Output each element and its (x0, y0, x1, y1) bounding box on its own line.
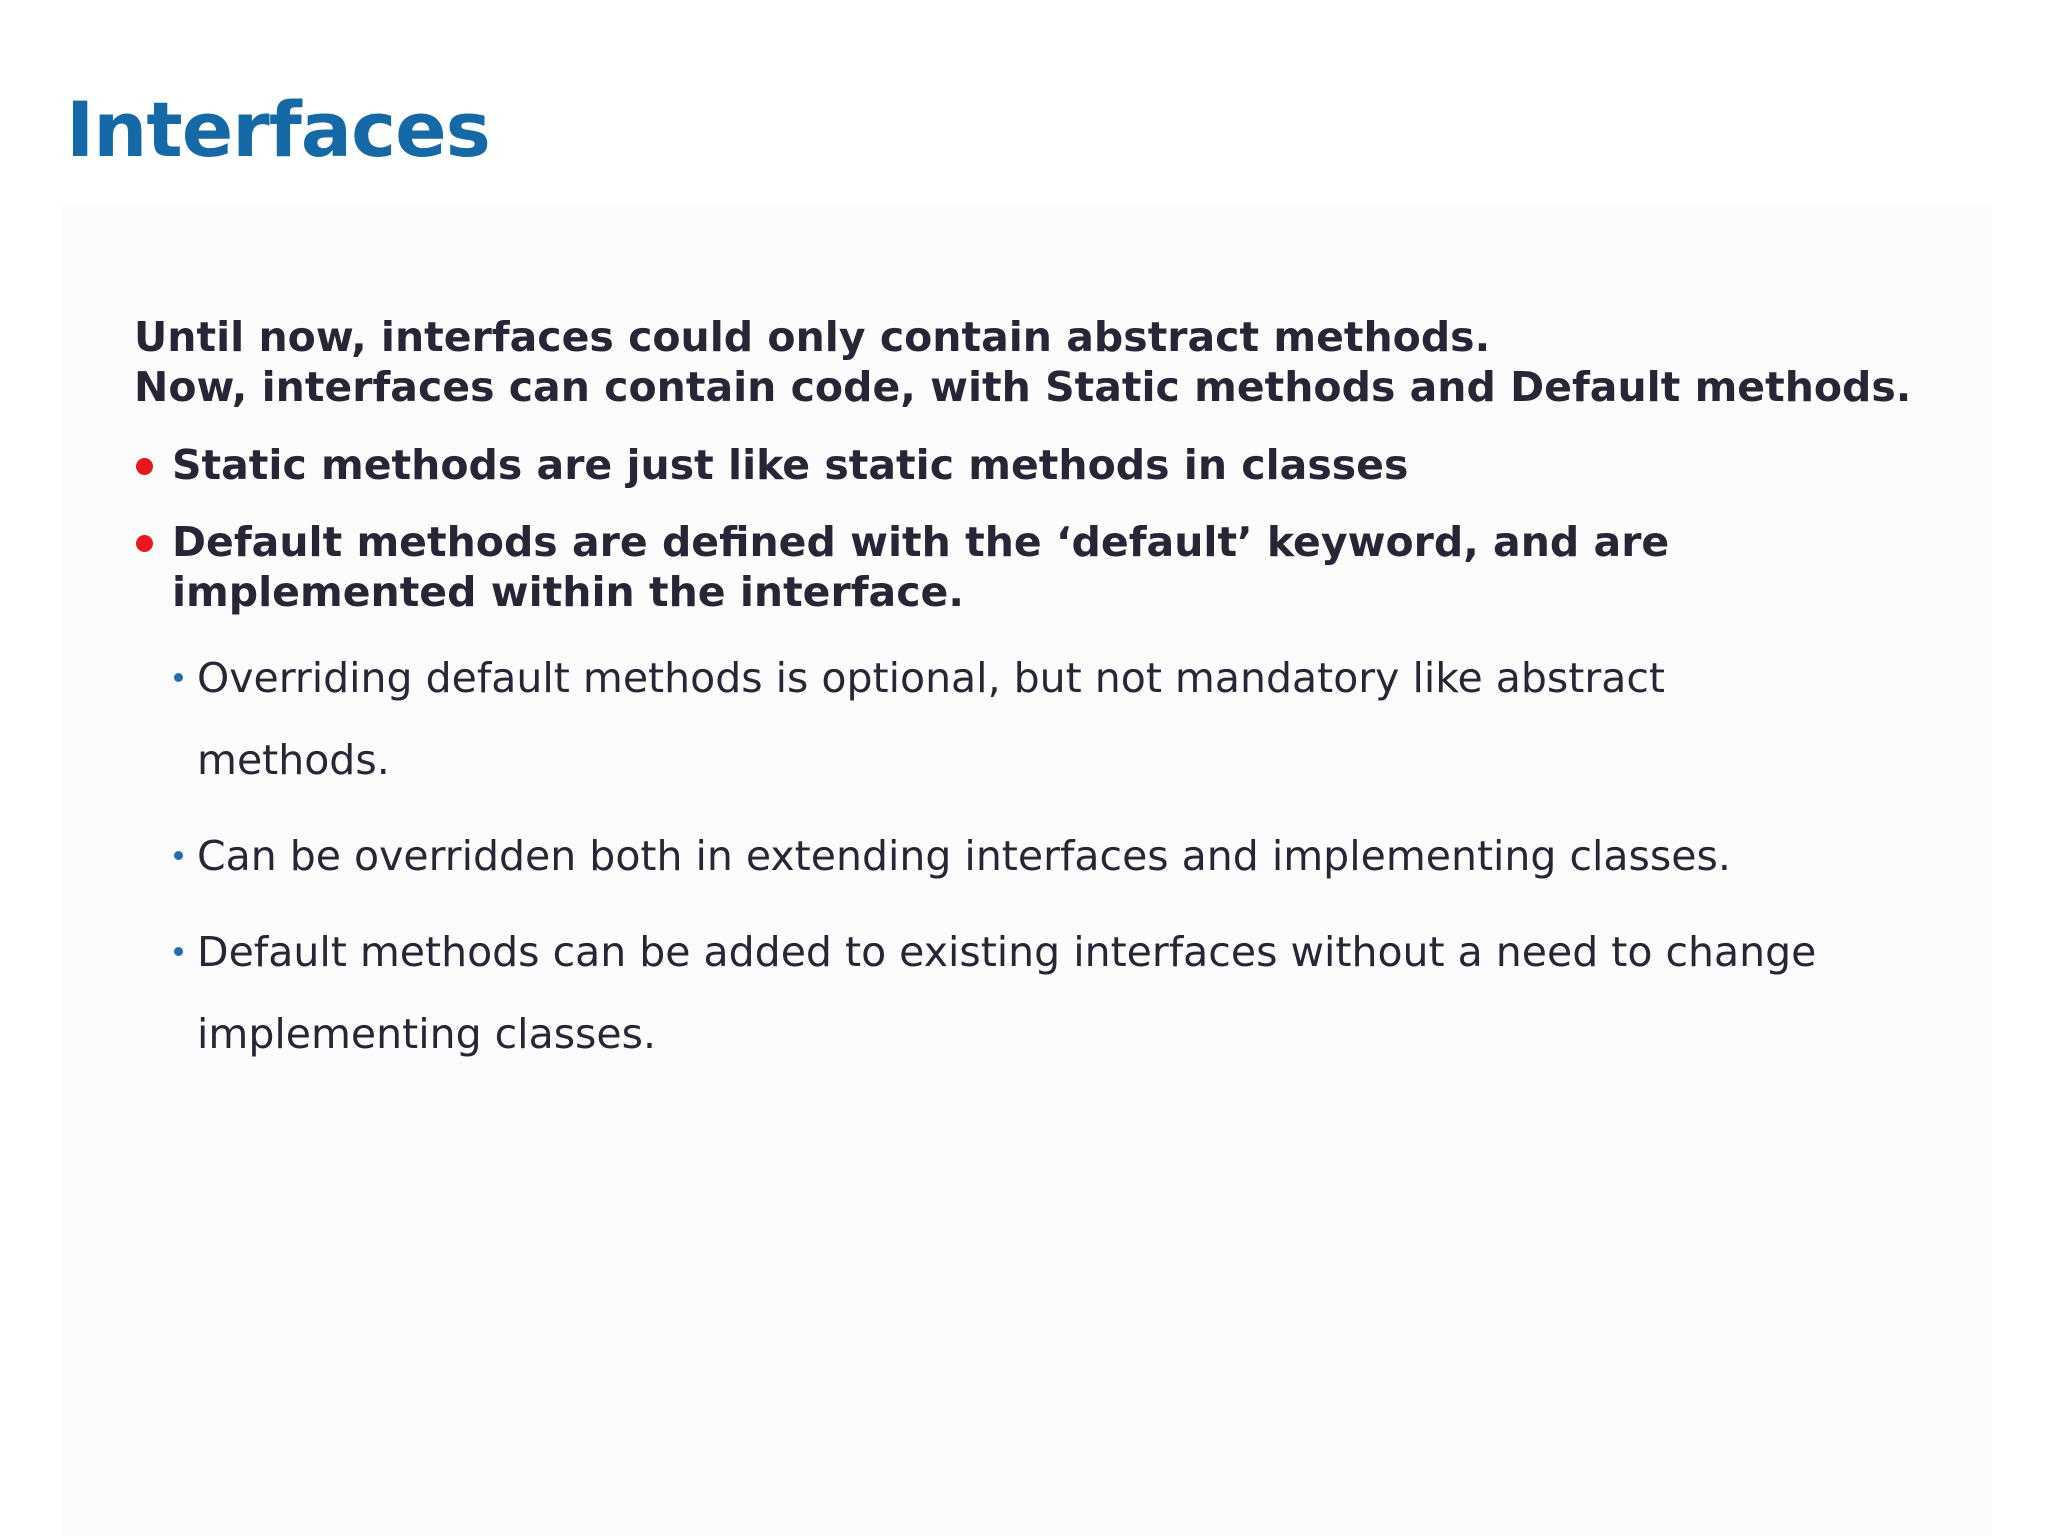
slide-body (134, 312, 1912, 1075)
sub-bullet-text: Can be overridden both in extending interfaces and implementing classes. (197, 832, 1731, 880)
bullet-dot-icon (136, 458, 153, 475)
bullet-text: Default methods are defined with the ‘default’ keyword, and are implemented within the interface. (172, 518, 1670, 616)
bullet-dot-icon (136, 535, 153, 552)
sub-bullet-dot-icon (174, 851, 183, 860)
intro-line: Until now, interfaces could only contain abstract methods. (134, 313, 1491, 361)
sub-bullet-item (134, 911, 1817, 1075)
sub-bullet-text: Overriding default methods is optional, but not mandatory like abstract methods. (197, 654, 1665, 784)
bullet-item (134, 440, 1834, 490)
sub-bullet-item (134, 815, 1817, 897)
bullet-item (134, 517, 1834, 617)
sub-bullet-text: Default methods can be added to existing interfaces without a need to change implementing classes. (197, 928, 1817, 1058)
intro-text (134, 312, 1912, 412)
slide-title: Interfaces (66, 85, 490, 174)
sub-bullet-dot-icon (174, 673, 183, 682)
sub-bullet-item (134, 637, 1817, 801)
sub-bullet-dot-icon (174, 947, 183, 956)
intro-line: Now, interfaces can contain code, with Static methods and Default methods. (134, 363, 1912, 411)
bullet-text: Static methods are just like static methods in classes (172, 441, 1409, 489)
